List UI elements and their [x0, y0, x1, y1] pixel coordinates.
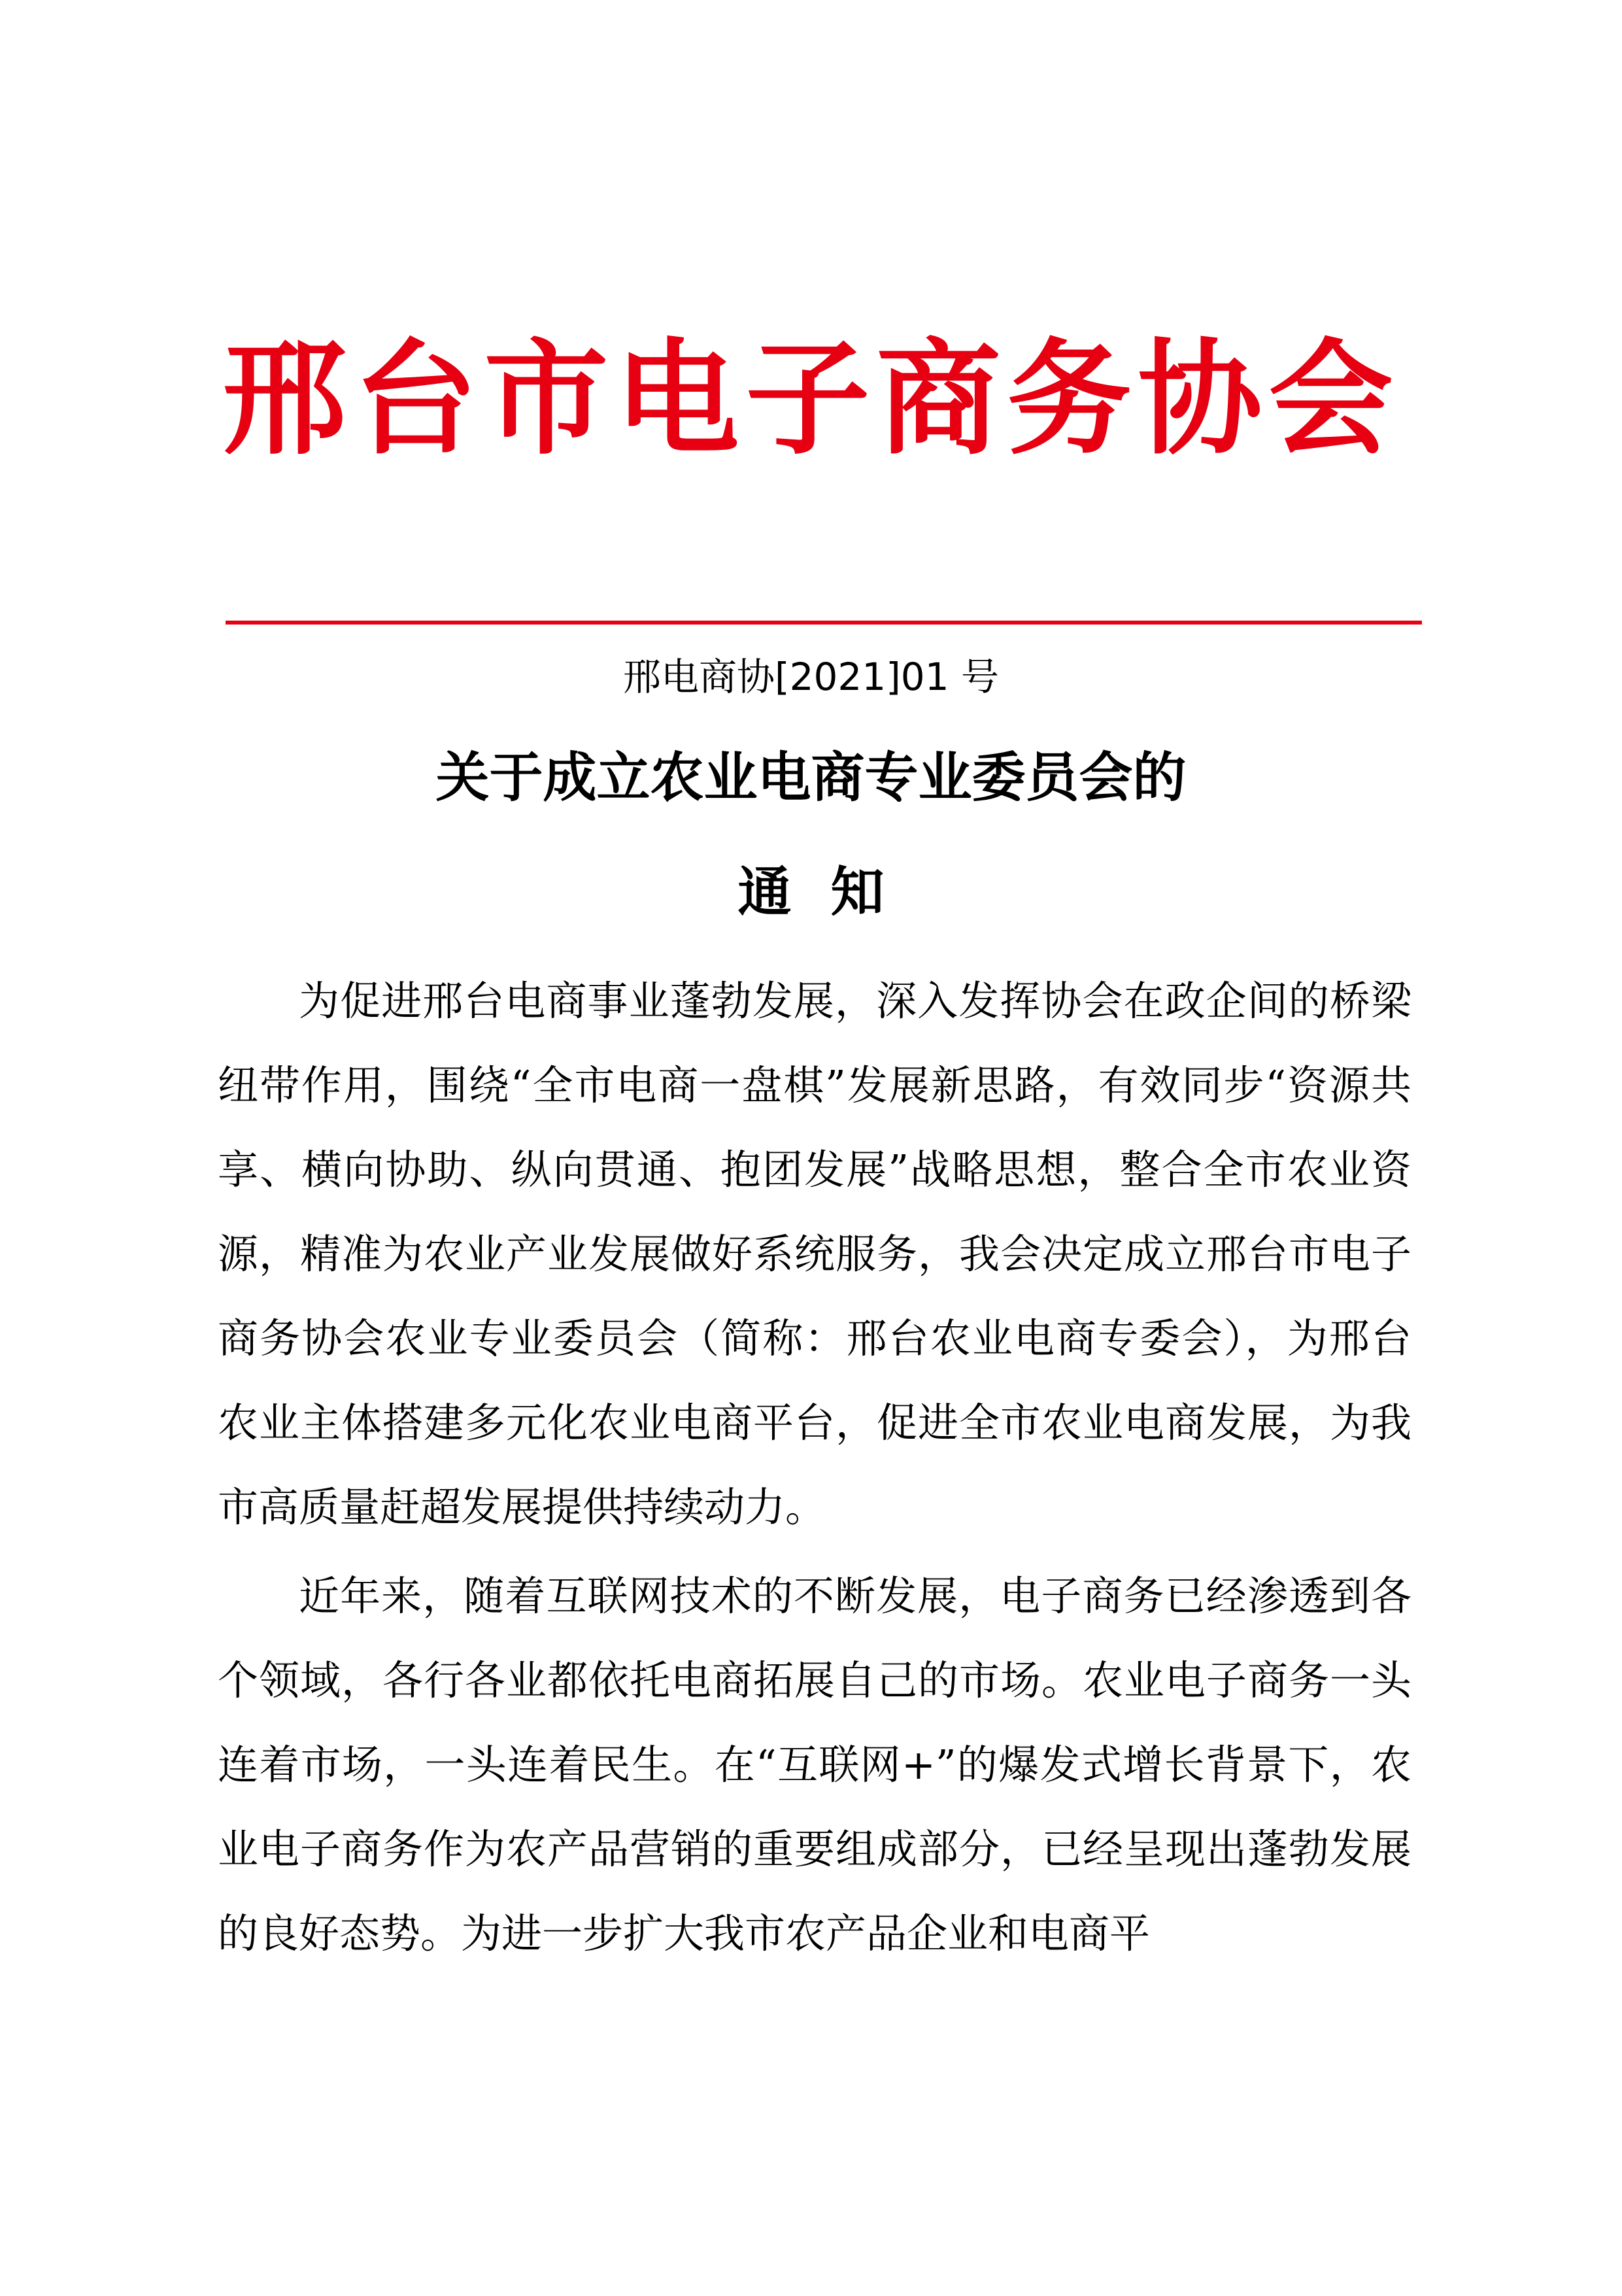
org-header-title: 邢台市电子商务协会	[222, 326, 1400, 471]
body-paragraph: 近年来，随着互联网技术的不断发展，电子商务已经渗透到各个领域，各行各业都依托电商拓展自己的市场。农业电子商务一头连着市场，一头连着民生。在“互联网+”的爆发式增长背景下，农业电子商务作为农产品营销的重要组成部分，已经呈现出蓬勃发展的良好态势。为进一步扩大我市农产品企业和电商平	[218, 1572, 1411, 1957]
body-paragraph: 为促进邢台电商事业蓬勃发展，深入发挥协会在政企间的桥梁纽带作用，围绕“全市电商一盘棋”发展新思路，有效同步“资源共享、横向协助、纵向贯通、抱团发展”战略思想，整合全市农业资源，精准为农业产业发展做好系统服务，我会决定成立邢台市电子商务协会农业专业委员会（简称：邢台农业电商专委会），为邢台农业主体搭建多元化农业电商平台，促进全市农业电商发展，为我市高质量赶超发展提供持续动力。	[218, 977, 1411, 1531]
red-divider-line	[226, 621, 1422, 625]
document-number: 邢电商协[2021]01 号	[622, 655, 1000, 699]
document-title-notice: 通知	[737, 861, 924, 923]
document-title: 关于成立农业电商专业委员会的	[435, 747, 1187, 809]
